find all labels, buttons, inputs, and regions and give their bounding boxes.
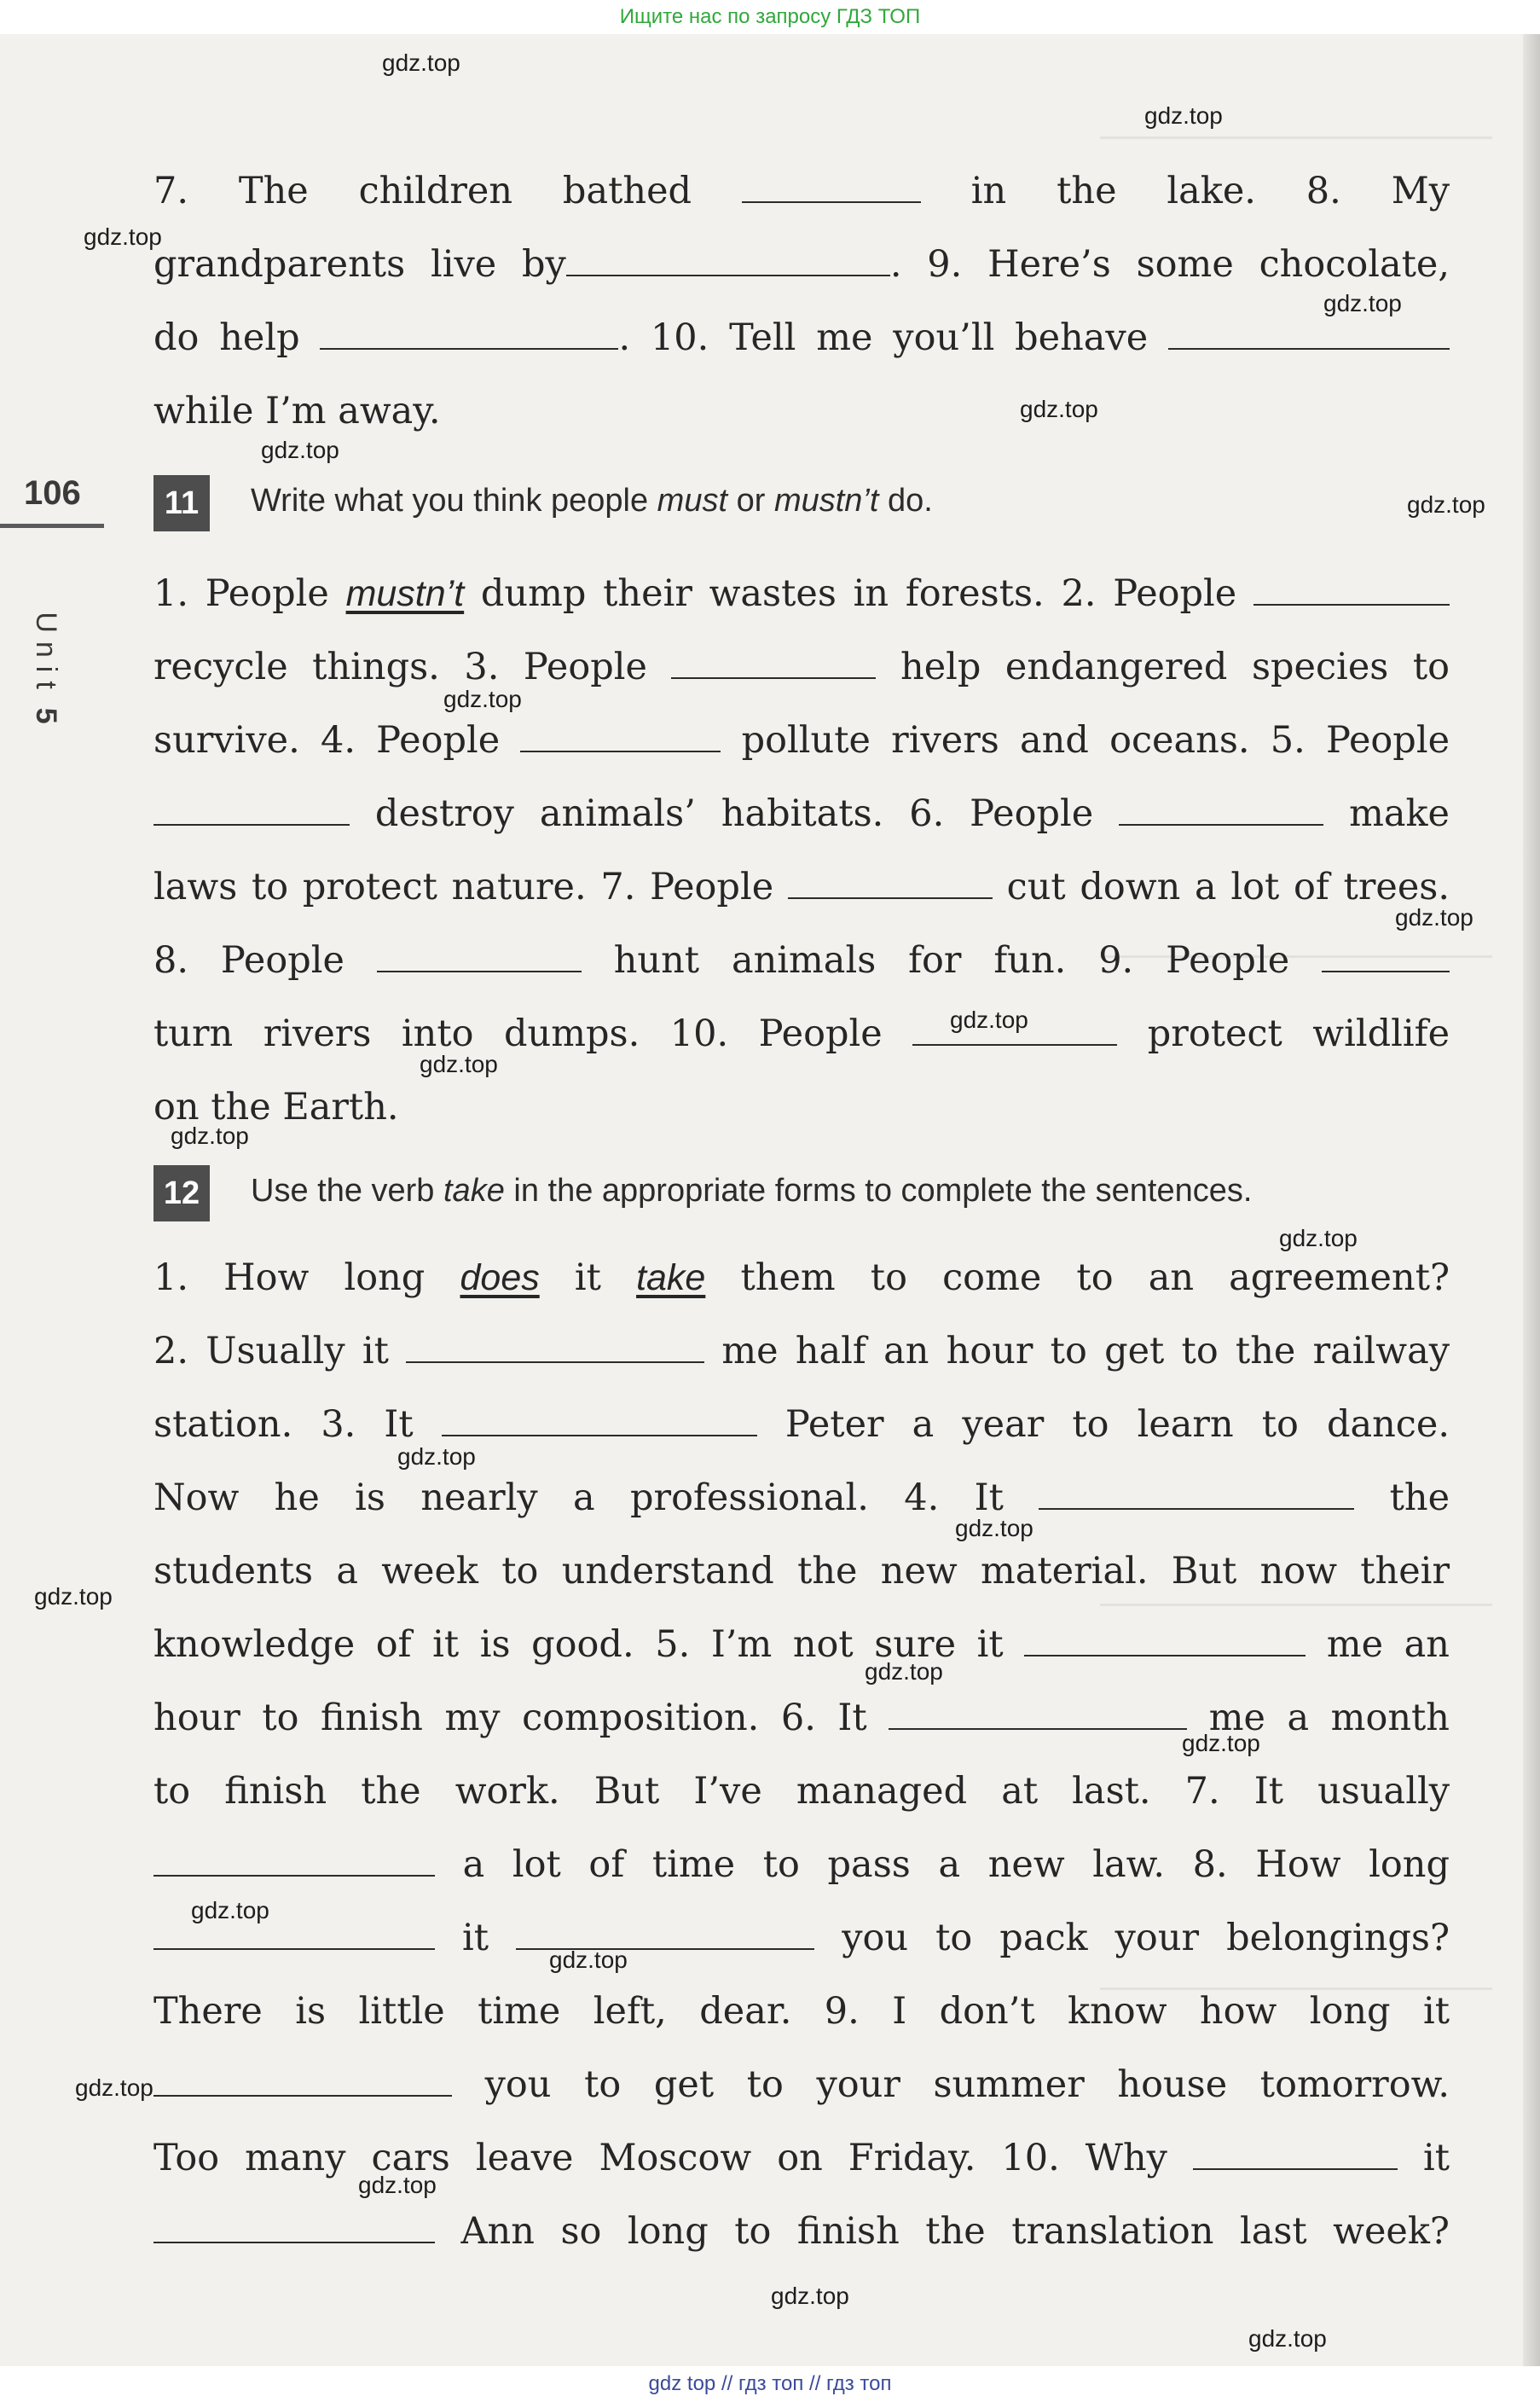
text: it [1422,2137,1450,2179]
watermark: gdz.top [1279,1225,1358,1251]
text-line [153,1987,1450,2035]
answer-blank [1039,1474,1354,1510]
text: do help [153,316,300,359]
unit-word: Unit [30,612,63,698]
watermark: gdz.top [358,2172,437,2198]
answer-blank [153,2208,435,2243]
answer-blank [566,241,890,276]
watermark: gdz.top [1144,102,1223,129]
text: to finish the work. But I’ve managed at last. 7. It usually [153,1770,1450,1813]
text: you to get to your summer house tomorrow. [484,2063,1450,2106]
text-line [153,2134,1450,2182]
answer-blank [377,937,582,972]
text: it [574,1256,601,1299]
exercise-instruction [251,483,1444,519]
text: . 10. Tell me you’ll behave [618,316,1149,359]
text: them to come to an agreement? [740,1256,1450,1299]
answer-blank [788,863,993,899]
exercise-instruction [251,1173,1444,1210]
answer-blank [1119,790,1323,826]
instr-text: Use the verb [251,1173,443,1209]
watermark: gdz.top [1020,396,1098,422]
watermark: gdz.top [955,1515,1033,1541]
answer-blank [153,2061,452,2097]
instr-word: mustn’t [773,483,879,519]
watermark: gdz.top [191,1897,269,1923]
text-line [153,717,1450,764]
watermark: gdz.top [1248,2325,1327,2352]
instr-word: take [443,1173,505,1209]
watermark: gdz.top [1323,290,1402,316]
text: There is little time left, dear. 9. I don’t know how long it [153,1990,1450,2033]
watermark: gdz.top [771,2283,849,2309]
unit-number: 5 [30,707,63,733]
text: cut down a lot of trees. [1006,866,1450,908]
text: survive. 4. People [153,719,501,762]
instr-word: must [657,483,728,519]
text: recycle things. 3. People [153,646,647,688]
text-line [153,241,1450,288]
watermark: gdz.top [382,49,460,76]
text: in the lake. 8. My [970,170,1450,212]
text: me half an hour to get to the railway [721,1330,1450,1372]
answer-blank [406,1327,704,1363]
text: Peter a year to learn to dance. [784,1403,1450,1446]
text: station. 3. It [153,1403,414,1446]
bottom-banner: gdz top // гдз топ // гдз топ [0,2366,1540,2402]
text: 7. The children bathed [153,170,692,212]
text-line [153,790,1450,838]
text: make [1349,792,1450,835]
watermark: gdz.top [420,1051,498,1077]
watermark: gdz.top [397,1443,476,1470]
text-line [153,1767,1450,1815]
handwritten-answer: mustn’t [345,573,465,614]
text: laws to protect nature. 7. People [153,866,774,908]
answer-blank [320,314,618,350]
text: 1. How long [153,1256,426,1299]
text-line [153,1083,1450,1131]
text-line [153,2208,1450,2255]
answer-blank [1193,2134,1398,2170]
watermark: gdz.top [75,2074,153,2101]
text: Ann so long to finish the translation last week? [460,2210,1450,2253]
answer-blank [153,1841,435,1877]
text-line [153,2061,1450,2109]
text: 8. People [153,939,344,982]
text: pollute rivers and oceans. 5. People [741,719,1450,762]
text: a lot of time to pass a new law. 8. How long [462,1843,1450,1886]
watermark: gdz.top [950,1007,1028,1033]
instr-text: or [727,483,774,519]
text: destroy animals’ habitats. 6. People [374,792,1094,835]
text-line [153,570,1450,618]
text: hour to finish my composition. 6. It [153,1697,867,1739]
text: Too many cars leave Moscow on Friday. 10. Why [153,2137,1167,2179]
answer-blank [889,1694,1187,1730]
text: me a month [1208,1697,1450,1739]
text: dump their wastes in forests. 2. People [480,572,1237,615]
text-line [153,1327,1450,1375]
top-banner: Ищите нас по запросу ГДЗ ТОП [0,0,1540,34]
text-line [153,863,1450,911]
page-number: 106 [24,474,81,512]
answer-blank [1168,314,1450,350]
answer-blank [516,1914,814,1950]
watermark: gdz.top [1395,904,1473,931]
answer-blank [742,167,921,203]
handwritten-answer: does [460,1257,540,1298]
answer-blank [1322,937,1450,972]
text: grandparents live by [153,243,566,286]
text: 2. Usually it [153,1330,389,1372]
text: turn rivers into dumps. 10. People [153,1012,883,1055]
watermark: gdz.top [84,223,162,250]
text-line [153,1621,1450,1668]
text-line [153,387,1450,435]
unit-label [0,612,114,733]
answer-blank [1024,1621,1306,1656]
answer-blank [442,1401,757,1436]
text-line [153,643,1450,691]
instr-text: Write what you think people [251,483,657,519]
answer-blank [671,643,876,679]
page-number-rule [0,524,104,528]
text-line [153,1010,1450,1058]
text-line [153,1914,1450,1962]
text: you to pack your belongings? [842,1917,1450,1959]
handwritten-answer: take [636,1257,706,1298]
text: me an [1326,1623,1450,1666]
watermark: gdz.top [171,1123,249,1149]
text-line [153,1254,1450,1302]
text: help endangered species to [900,646,1450,688]
text-line [153,937,1450,984]
text-line [153,1474,1450,1522]
instr-text: do. [878,483,933,519]
text: the [1389,1477,1450,1519]
text: hunt animals for fun. 9. People [613,939,1290,982]
text-line [153,167,1450,215]
text-line [153,1841,1450,1889]
answer-blank [520,717,721,752]
text: while I’m away. [153,390,441,432]
instr-text: in the appropriate forms to complete the sentences. [504,1173,1253,1209]
watermark: gdz.top [549,1947,628,1973]
watermark: gdz.top [34,1583,113,1610]
text: Now he is nearly a professional. 4. It [153,1477,1004,1519]
text-line [153,1401,1450,1448]
text: 1. People [153,572,329,615]
answer-blank [1253,570,1450,606]
text: on the Earth. [153,1086,399,1128]
text: . 9. Here’s some chocolate, [889,243,1450,286]
exercise-number-badge: 11 [153,475,210,531]
watermark: gdz.top [261,437,339,463]
exercise-number-badge: 12 [153,1165,210,1221]
text: students a week to understand the new material. But now their [153,1550,1450,1593]
text-line [153,314,1450,362]
watermark: gdz.top [865,1658,943,1685]
watermark: gdz.top [1407,491,1485,518]
text: protect wildlife [1147,1012,1450,1055]
text: knowledge of it is good. 5. I’m not sure it [153,1623,1004,1666]
watermark: gdz.top [1182,1730,1260,1756]
page-edge-shadow [1523,34,1540,2366]
text: it [462,1917,489,1959]
answer-blank [153,790,350,826]
watermark: gdz.top [443,686,522,712]
text-line [153,1547,1450,1595]
